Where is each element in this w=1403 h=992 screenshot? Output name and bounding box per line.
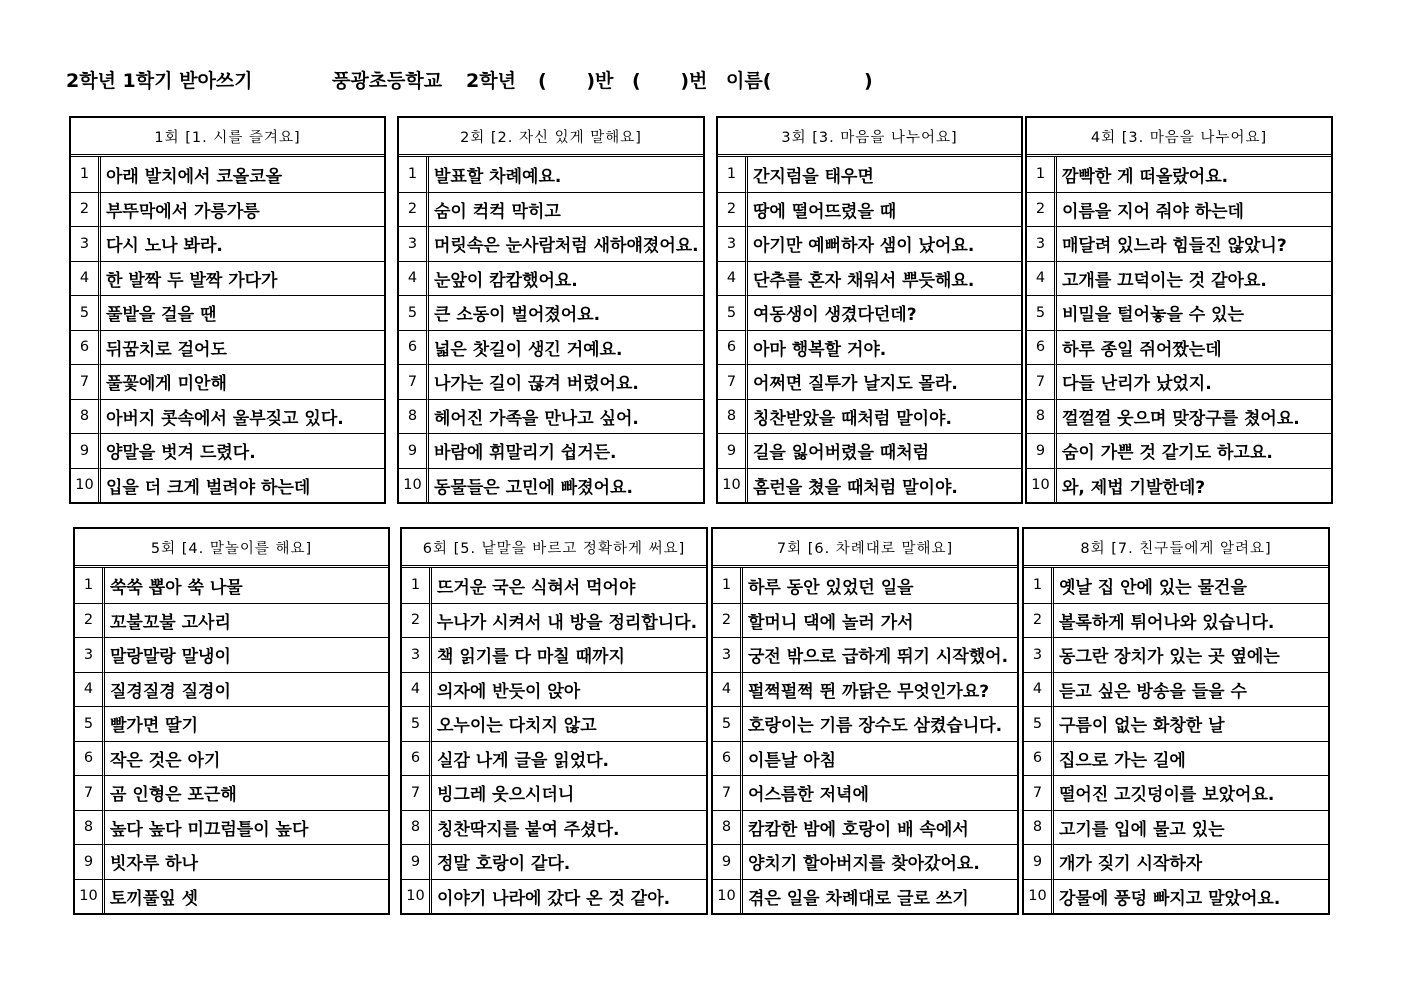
item-number: 3 (1027, 226, 1057, 261)
item-number: 2 (75, 603, 105, 638)
item-sentence: 숨이 가쁜 것 같기도 하고요. (1057, 433, 1331, 468)
item-number: 4 (718, 261, 748, 296)
item-sentence: 이야기 나라에 갔다 온 것 같아. (432, 879, 706, 914)
item-sentence: 집으로 가는 길에 (1054, 741, 1328, 776)
item-number: 4 (75, 672, 105, 707)
item-sentence: 질경질경 질경이 (105, 672, 388, 707)
item-number: 8 (75, 810, 105, 845)
item-sentence: 호랑이는 기름 장수도 삼켰습니다. (743, 706, 1017, 741)
table-title: 1회 [1. 시를 즐겨요] (71, 118, 384, 157)
item-sentence: 의자에 반듯이 앉아 (432, 672, 706, 707)
item-sentence: 고기를 입에 물고 있는 (1054, 810, 1328, 845)
item-number: 6 (71, 330, 101, 365)
item-number: 1 (1027, 157, 1057, 192)
item-sentence: 한 발짝 두 발짝 가다가 (101, 261, 384, 296)
item-sentence: 홈런을 쳤을 때처럼 말이야. (748, 468, 1021, 503)
item-sentence: 어쩌면 질투가 날지도 몰라. (748, 364, 1021, 399)
table-title: 8회 [7. 친구들에게 알려요] (1024, 529, 1328, 568)
item-sentence: 입을 더 크게 벌려야 하는데 (101, 468, 384, 503)
item-number: 10 (71, 468, 101, 503)
dictation-table-7 (711, 527, 1019, 915)
item-number: 5 (399, 295, 429, 330)
item-number: 7 (399, 364, 429, 399)
item-sentence: 다시 노나 봐라. (101, 226, 384, 261)
item-sentence: 강물에 풍덩 빠지고 말았어요. (1054, 879, 1328, 914)
item-sentence: 머릿속은 눈사람처럼 새하얘졌어요. (429, 226, 703, 261)
item-number: 9 (1024, 844, 1054, 879)
item-sentence: 높다 높다 미끄럼틀이 높다 (105, 810, 388, 845)
item-number: 4 (71, 261, 101, 296)
item-sentence: 와, 제법 기발한데? (1057, 468, 1331, 503)
item-number: 2 (1027, 192, 1057, 227)
table-title: 3회 [3. 마음을 나누어요] (718, 118, 1021, 157)
item-sentence: 여동생이 생겼다던데? (748, 295, 1021, 330)
item-sentence: 넓은 찻길이 생긴 거예요. (429, 330, 703, 365)
item-number: 8 (713, 810, 743, 845)
item-sentence: 작은 것은 아기 (105, 741, 388, 776)
item-sentence: 펄쩍펄쩍 뛴 까닭은 무엇인가요? (743, 672, 1017, 707)
item-sentence: 바람에 휘말리기 쉽거든. (429, 433, 703, 468)
item-number: 3 (399, 226, 429, 261)
item-number: 2 (399, 192, 429, 227)
item-sentence: 정말 호랑이 같다. (432, 844, 706, 879)
item-sentence: 캄캄한 밤에 호랑이 배 속에서 (743, 810, 1017, 845)
table-title: 2회 [2. 자신 있게 말해요] (399, 118, 703, 157)
item-sentence: 빙그레 웃으시더니 (432, 775, 706, 810)
item-number: 8 (71, 399, 101, 434)
item-number: 7 (402, 775, 432, 810)
item-number: 7 (1027, 364, 1057, 399)
item-number: 9 (402, 844, 432, 879)
item-number: 9 (75, 844, 105, 879)
item-sentence: 뒤꿈치로 걸어도 (101, 330, 384, 365)
item-number: 7 (713, 775, 743, 810)
item-number: 4 (713, 672, 743, 707)
item-sentence: 비밀을 털어놓을 수 있는 (1057, 295, 1331, 330)
item-sentence: 빨가면 딸기 (105, 706, 388, 741)
item-number: 2 (713, 603, 743, 638)
item-number: 1 (75, 568, 105, 603)
table-title: 5회 [4. 말놀이를 해요] (75, 529, 388, 568)
item-sentence: 떨어진 고깃덩이를 보았어요. (1054, 775, 1328, 810)
item-sentence: 매달려 있느라 힘들진 않았니? (1057, 226, 1331, 261)
grade-label: 2학년 (466, 70, 516, 92)
item-sentence: 칭찬딱지를 붙여 주셨다. (432, 810, 706, 845)
item-sentence: 토끼풀잎 셋 (105, 879, 388, 914)
item-number: 5 (713, 706, 743, 741)
item-number: 9 (713, 844, 743, 879)
item-sentence: 할머니 댁에 놀러 가서 (743, 603, 1017, 638)
item-sentence: 다들 난리가 났었지. (1057, 364, 1331, 399)
item-number: 9 (399, 433, 429, 468)
item-sentence: 개가 짖기 시작하자 (1054, 844, 1328, 879)
item-sentence: 옛날 집 안에 있는 물건을 (1059, 577, 1247, 598)
item-number: 2 (402, 603, 432, 638)
item-number: 3 (71, 226, 101, 261)
item-sentence: 아래 발치에서 코올코올 (106, 166, 283, 187)
item-sentence: 부뚜막에서 가릉가릉 (101, 192, 384, 227)
item-number: 8 (1027, 399, 1057, 434)
student-name-field[interactable]: 이름( ) (726, 70, 873, 92)
item-sentence: 누나가 시켜서 내 방을 정리합니다. (432, 603, 706, 638)
item-number: 6 (1027, 330, 1057, 365)
item-number: 3 (1024, 637, 1054, 672)
item-sentence: 숨이 컥컥 막히고 (429, 192, 703, 227)
item-number: 6 (713, 741, 743, 776)
item-sentence: 큰 소동이 벌어졌어요. (429, 295, 703, 330)
item-sentence: 길을 잃어버렸을 때처럼 (748, 433, 1021, 468)
item-sentence: 듣고 싶은 방송을 들을 수 (1054, 672, 1328, 707)
item-number: 10 (1027, 468, 1057, 503)
item-sentence: 동그란 장치가 있는 곳 옆에는 (1054, 637, 1328, 672)
table-title: 4회 [3. 마음을 나누어요] (1027, 118, 1331, 157)
item-number: 2 (71, 192, 101, 227)
item-number: 9 (718, 433, 748, 468)
item-sentence: 아버지 콧속에서 울부짖고 있다. (101, 399, 384, 434)
item-sentence: 이튿날 아침 (743, 741, 1017, 776)
item-number: 5 (718, 295, 748, 330)
item-number: 7 (718, 364, 748, 399)
item-sentence: 땅에 떨어뜨렸을 때 (748, 192, 1021, 227)
dictation-table-3 (716, 116, 1023, 504)
item-number: 7 (1024, 775, 1054, 810)
item-sentence: 깜빡한 게 떠올랐어요. (1062, 166, 1229, 187)
table-title: 7회 [6. 차례대로 말해요] (713, 529, 1017, 568)
item-sentence: 오누이는 다치지 않고 (432, 706, 706, 741)
item-sentence: 나가는 길이 끊겨 버렸어요. (429, 364, 703, 399)
item-sentence: 책 읽기를 다 마칠 때까지 (432, 637, 706, 672)
item-sentence: 양말을 벗겨 드렸다. (101, 433, 384, 468)
item-sentence: 뜨거운 국은 식혀서 먹어야 (437, 577, 636, 598)
item-number: 1 (1024, 568, 1054, 603)
item-number: 1 (71, 157, 101, 192)
item-sentence: 고개를 끄덕이는 것 같아요. (1057, 261, 1331, 296)
item-number: 5 (1024, 706, 1054, 741)
item-sentence: 간지럼을 태우면 (753, 166, 874, 187)
item-sentence: 실감 나게 글을 읽었다. (432, 741, 706, 776)
dictation-table-5 (73, 527, 390, 915)
item-number: 7 (71, 364, 101, 399)
item-sentence: 하루 동안 있었던 일을 (748, 577, 914, 598)
item-number: 10 (713, 879, 743, 914)
item-number: 8 (718, 399, 748, 434)
item-number: 10 (75, 879, 105, 914)
item-sentence: 동물들은 고민에 빠졌어요. (429, 468, 703, 503)
item-number: 3 (75, 637, 105, 672)
item-sentence: 빗자루 하나 (105, 844, 388, 879)
item-sentence: 궁전 밖으로 급하게 뛰기 시작했어. (743, 637, 1017, 672)
item-sentence: 이름을 지어 줘야 하는데 (1057, 192, 1331, 227)
worksheet-header (66, 66, 1066, 98)
item-number: 4 (1027, 261, 1057, 296)
dictation-table-4 (1025, 116, 1333, 504)
table-title: 6회 [5. 낱말을 바르고 정확하게 써요] (402, 529, 706, 568)
worksheet-title: 2학년 1학기 받아쓰기 (66, 70, 253, 92)
item-sentence: 꼬불꼬불 고사리 (105, 603, 388, 638)
item-number: 1 (402, 568, 432, 603)
item-sentence: 풀꽃에게 미안해 (101, 364, 384, 399)
item-number: 10 (402, 879, 432, 914)
item-number: 6 (399, 330, 429, 365)
item-sentence: 겪은 일을 차례대로 글로 쓰기 (743, 879, 1017, 914)
item-number: 4 (399, 261, 429, 296)
item-number: 4 (402, 672, 432, 707)
item-number: 5 (71, 295, 101, 330)
item-number: 1 (399, 157, 429, 192)
item-number: 3 (718, 226, 748, 261)
item-sentence: 말랑말랑 말냉이 (105, 637, 388, 672)
school-name: 풍광초등학교 (332, 70, 443, 92)
item-sentence: 아마 행복할 거야. (748, 330, 1021, 365)
item-number: 1 (713, 568, 743, 603)
dictation-table-2 (397, 116, 705, 504)
item-sentence: 풀밭을 걸을 땐 (101, 295, 384, 330)
item-sentence: 발표할 차례예요. (434, 166, 562, 187)
class-field[interactable]: ( )반 (538, 70, 614, 92)
item-sentence: 칭찬받았을 때처럼 말이야. (748, 399, 1021, 434)
item-number: 6 (718, 330, 748, 365)
item-sentence: 아기만 예뻐하자 샘이 났어요. (748, 226, 1021, 261)
item-sentence: 볼록하게 튀어나와 있습니다. (1054, 603, 1328, 638)
item-number: 10 (399, 468, 429, 503)
item-number: 10 (1024, 879, 1054, 914)
item-number: 5 (402, 706, 432, 741)
item-number: 8 (402, 810, 432, 845)
item-number: 5 (1027, 295, 1057, 330)
item-number: 8 (399, 399, 429, 434)
item-number: 7 (75, 775, 105, 810)
item-number: 5 (75, 706, 105, 741)
item-sentence: 하루 종일 쥐어짰는데 (1057, 330, 1331, 365)
item-sentence: 껄껄껄 웃으며 맞장구를 쳤어요. (1057, 399, 1331, 434)
item-number: 3 (402, 637, 432, 672)
dictation-table-6 (400, 527, 708, 915)
item-sentence: 쑥쑥 뽑아 쑥 나물 (110, 577, 243, 598)
item-number: 9 (1027, 433, 1057, 468)
dictation-table-8 (1022, 527, 1330, 915)
item-number: 2 (1024, 603, 1054, 638)
item-number: 6 (1024, 741, 1054, 776)
item-number: 8 (1024, 810, 1054, 845)
item-number: 3 (713, 637, 743, 672)
item-sentence: 헤어진 가족을 만나고 싶어. (429, 399, 703, 434)
item-number: 4 (1024, 672, 1054, 707)
item-sentence: 양치기 할아버지를 찾아갔어요. (743, 844, 1017, 879)
item-number: 10 (718, 468, 748, 503)
item-number: 6 (75, 741, 105, 776)
item-number: 2 (718, 192, 748, 227)
item-number: 1 (718, 157, 748, 192)
item-sentence: 어스름한 저녁에 (743, 775, 1017, 810)
item-number: 6 (402, 741, 432, 776)
item-sentence: 곰 인형은 포근해 (105, 775, 388, 810)
dictation-table-1 (69, 116, 386, 504)
student-number-field[interactable]: ( )번 (632, 70, 708, 92)
item-number: 9 (71, 433, 101, 468)
item-sentence: 눈앞이 캄캄했어요. (429, 261, 703, 296)
item-sentence: 구름이 없는 화창한 날 (1054, 706, 1328, 741)
item-sentence: 단추를 혼자 채워서 뿌듯해요. (748, 261, 1021, 296)
